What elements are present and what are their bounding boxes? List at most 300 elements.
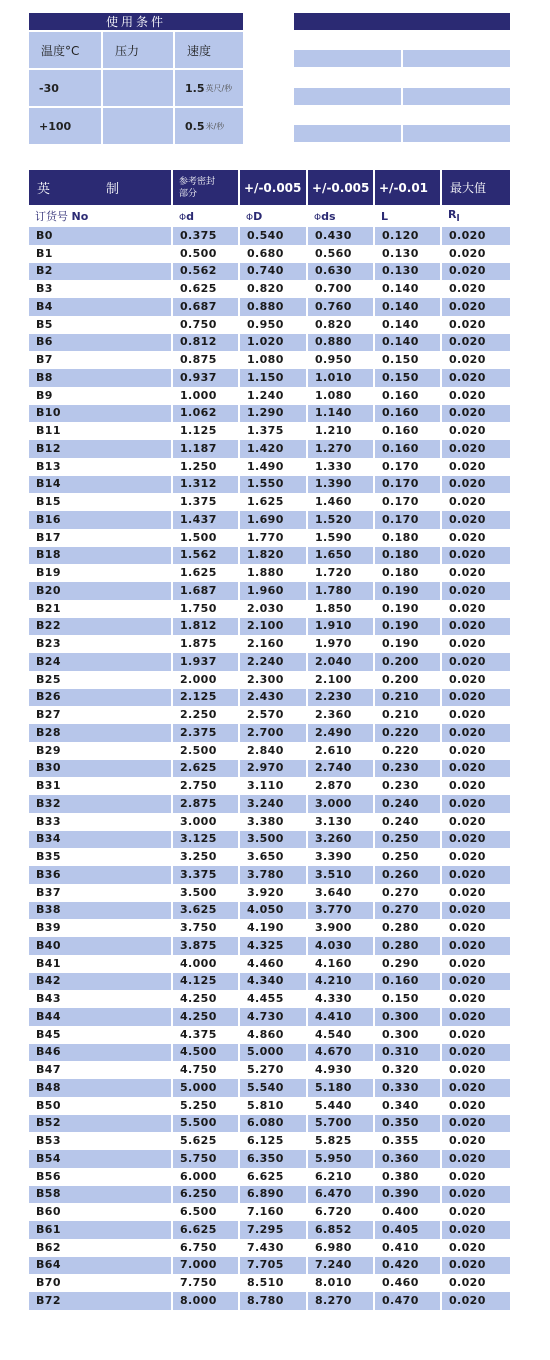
cell-R-max: 0.020 — [442, 298, 510, 316]
table-row — [29, 742, 510, 760]
table-row — [29, 884, 510, 902]
table-row — [29, 298, 510, 316]
cell-phi-D: 1.550 — [240, 476, 308, 494]
decorative-cell — [294, 50, 401, 67]
table-row — [29, 245, 510, 263]
cell-phi-D: 1.080 — [240, 351, 308, 369]
cell-L: 0.170 — [375, 476, 442, 494]
subheader-phi-ds — [308, 205, 375, 227]
cell-phi-D: 6.350 — [240, 1150, 308, 1168]
cell-R-max: 0.020 — [442, 795, 510, 813]
cell-R-max: 0.020 — [442, 689, 510, 707]
cell-phi-d: 1.750 — [173, 600, 240, 618]
subheader-L: L — [381, 209, 389, 223]
table-row — [29, 635, 510, 653]
cell-order-no: B17 — [29, 529, 173, 547]
table-row — [29, 724, 510, 742]
table-row — [29, 1132, 510, 1150]
cell-L: 0.160 — [375, 440, 442, 458]
table-row — [29, 369, 510, 387]
table-row — [29, 706, 510, 724]
cell-order-no: B1 — [29, 245, 173, 263]
cell-L: 0.400 — [375, 1203, 442, 1221]
table-row — [29, 1292, 510, 1310]
cell-phi-D: 4.190 — [240, 919, 308, 937]
cell-R-max: 0.020 — [442, 866, 510, 884]
cell-order-no: B48 — [29, 1079, 173, 1097]
cell-R-max: 0.020 — [442, 511, 510, 529]
cell-phi-ds: 3.390 — [308, 848, 375, 866]
table-row — [29, 919, 510, 937]
cell-order-no: B52 — [29, 1115, 173, 1133]
cell-phi-d: 5.625 — [173, 1132, 240, 1150]
cell-order-no: B46 — [29, 1044, 173, 1062]
cell-phi-d: 2.125 — [173, 689, 240, 707]
cell-L: 0.240 — [375, 795, 442, 813]
cell-L: 0.180 — [375, 547, 442, 565]
decorative-cell — [403, 125, 510, 142]
cell-order-no: B25 — [29, 671, 173, 689]
cell-phi-d: 1.312 — [173, 476, 240, 494]
cell-L: 0.120 — [375, 227, 442, 245]
cell-R-max: 0.020 — [442, 1186, 510, 1204]
cell-phi-D: 5.270 — [240, 1061, 308, 1079]
table-row — [29, 334, 510, 352]
cell-phi-D: 1.290 — [240, 405, 308, 423]
header-imperial-a: 英 — [37, 182, 51, 197]
cell-phi-D: 0.680 — [240, 245, 308, 263]
conditions-speed-imperial — [175, 70, 243, 106]
cell-phi-d: 5.500 — [173, 1115, 240, 1133]
label-R-sub: l — [456, 213, 460, 225]
cell-phi-D: 1.240 — [240, 387, 308, 405]
cell-phi-D: 3.380 — [240, 813, 308, 831]
cell-phi-d: 5.750 — [173, 1150, 240, 1168]
cell-phi-ds: 2.360 — [308, 706, 375, 724]
cell-phi-D: 4.325 — [240, 937, 308, 955]
cell-phi-d: 7.000 — [173, 1257, 240, 1275]
cell-phi-ds: 0.820 — [308, 316, 375, 334]
table-row — [29, 387, 510, 405]
table-row — [29, 1079, 510, 1097]
table-row — [29, 1203, 510, 1221]
cell-phi-d: 0.500 — [173, 245, 240, 263]
cell-phi-D: 5.000 — [240, 1044, 308, 1062]
cell-order-no: B64 — [29, 1257, 173, 1275]
cell-phi-d: 0.562 — [173, 263, 240, 281]
table-row — [29, 1150, 510, 1168]
cell-phi-D: 2.430 — [240, 689, 308, 707]
cell-order-no: B44 — [29, 1008, 173, 1026]
label-d: d — [186, 209, 194, 223]
cell-R-max: 0.020 — [442, 937, 510, 955]
conditions-temp-high: +100 — [29, 108, 101, 144]
cell-order-no: B15 — [29, 493, 173, 511]
conditions-speed-metric — [175, 108, 243, 144]
cell-phi-ds: 6.210 — [308, 1168, 375, 1186]
cell-phi-ds: 6.470 — [308, 1186, 375, 1204]
cell-phi-d: 2.750 — [173, 777, 240, 795]
cell-phi-D: 2.030 — [240, 600, 308, 618]
table-row — [29, 618, 510, 636]
cell-phi-D: 1.820 — [240, 547, 308, 565]
table-row — [29, 1044, 510, 1062]
cell-R-max: 0.020 — [442, 405, 510, 423]
table-row — [29, 777, 510, 795]
cell-R-max: 0.020 — [442, 635, 510, 653]
table-header-row — [29, 170, 510, 205]
cell-R-max: 0.020 — [442, 742, 510, 760]
cell-L: 0.340 — [375, 1097, 442, 1115]
cell-order-no: B4 — [29, 298, 173, 316]
cell-phi-D: 1.880 — [240, 564, 308, 582]
cell-phi-d: 1.062 — [173, 405, 240, 423]
cell-phi-D: 2.160 — [240, 635, 308, 653]
cell-L: 0.355 — [375, 1132, 442, 1150]
cell-L: 0.320 — [375, 1061, 442, 1079]
cell-R-max: 0.020 — [442, 564, 510, 582]
cell-L: 0.150 — [375, 351, 442, 369]
speed-value: 0.5 — [185, 119, 205, 133]
cell-phi-D: 3.920 — [240, 884, 308, 902]
cell-order-no: B2 — [29, 263, 173, 281]
cell-L: 0.280 — [375, 937, 442, 955]
cell-order-no: B70 — [29, 1274, 173, 1292]
cell-order-no: B29 — [29, 742, 173, 760]
cell-phi-D: 2.240 — [240, 653, 308, 671]
cell-phi-D: 1.960 — [240, 582, 308, 600]
cell-L: 0.230 — [375, 760, 442, 778]
cell-phi-d: 4.375 — [173, 1026, 240, 1044]
cell-R-max: 0.020 — [442, 582, 510, 600]
table-body — [29, 227, 510, 1310]
cell-phi-d: 3.625 — [173, 902, 240, 920]
cell-order-no: B26 — [29, 689, 173, 707]
cell-order-no: B62 — [29, 1239, 173, 1257]
cell-phi-ds: 4.030 — [308, 937, 375, 955]
table-row — [29, 351, 510, 369]
cell-phi-D: 2.970 — [240, 760, 308, 778]
header-tolerance-ds: +/-0.005 — [308, 170, 375, 205]
decorative-header-bar — [294, 13, 510, 30]
cell-phi-d: 1.875 — [173, 635, 240, 653]
decorative-cell — [294, 88, 401, 105]
cell-phi-ds: 0.760 — [308, 298, 375, 316]
cell-phi-d: 0.875 — [173, 351, 240, 369]
order-no-en: No — [71, 210, 89, 223]
cell-phi-ds: 1.330 — [308, 458, 375, 476]
cell-order-no: B11 — [29, 422, 173, 440]
cell-R-max: 0.020 — [442, 1221, 510, 1239]
cell-R-max: 0.020 — [442, 973, 510, 991]
table-row — [29, 760, 510, 778]
cell-phi-d: 5.000 — [173, 1079, 240, 1097]
speed-unit: 英尺/秒 — [205, 83, 233, 93]
cell-R-max: 0.020 — [442, 1203, 510, 1221]
table-row — [29, 440, 510, 458]
header-reference-seal — [173, 170, 240, 205]
cell-phi-ds: 3.130 — [308, 813, 375, 831]
cell-R-max: 0.020 — [442, 955, 510, 973]
cell-L: 0.390 — [375, 1186, 442, 1204]
cell-L: 0.470 — [375, 1292, 442, 1310]
cell-R-max: 0.020 — [442, 263, 510, 281]
cell-phi-D: 4.340 — [240, 973, 308, 991]
cell-L: 0.250 — [375, 831, 442, 849]
table-row — [29, 1061, 510, 1079]
cell-phi-D: 1.420 — [240, 440, 308, 458]
cell-phi-ds: 4.930 — [308, 1061, 375, 1079]
cell-phi-ds: 0.430 — [308, 227, 375, 245]
table-row — [29, 973, 510, 991]
cell-phi-ds: 0.630 — [308, 263, 375, 281]
cell-R-max: 0.020 — [442, 529, 510, 547]
cell-L: 0.160 — [375, 387, 442, 405]
phi-symbol: Φ — [314, 212, 322, 223]
cell-phi-d: 1.187 — [173, 440, 240, 458]
cell-phi-ds: 5.950 — [308, 1150, 375, 1168]
cell-L: 0.210 — [375, 706, 442, 724]
conditions-header-pressure: 压力 — [103, 32, 173, 68]
table-row — [29, 831, 510, 849]
cell-phi-ds: 4.670 — [308, 1044, 375, 1062]
cell-phi-d: 4.250 — [173, 1008, 240, 1026]
cell-R-max: 0.020 — [442, 1079, 510, 1097]
cell-phi-ds: 4.210 — [308, 973, 375, 991]
cell-phi-d: 6.500 — [173, 1203, 240, 1221]
decorative-cell — [403, 50, 510, 67]
cell-phi-d: 0.937 — [173, 369, 240, 387]
cell-order-no: B3 — [29, 280, 173, 298]
cell-R-max: 0.020 — [442, 245, 510, 263]
cell-phi-ds: 2.740 — [308, 760, 375, 778]
cell-order-no: B8 — [29, 369, 173, 387]
cell-phi-d: 3.750 — [173, 919, 240, 937]
cell-phi-d: 2.375 — [173, 724, 240, 742]
cell-phi-ds: 3.770 — [308, 902, 375, 920]
cell-phi-d: 6.750 — [173, 1239, 240, 1257]
header-tolerance-d: +/-0.005 — [240, 170, 308, 205]
table-row — [29, 937, 510, 955]
cell-phi-ds: 7.240 — [308, 1257, 375, 1275]
cell-L: 0.200 — [375, 653, 442, 671]
table-row — [29, 848, 510, 866]
table-row — [29, 795, 510, 813]
cell-R-max: 0.020 — [442, 902, 510, 920]
table-row — [29, 316, 510, 334]
cell-phi-d: 3.500 — [173, 884, 240, 902]
cell-phi-d: 3.875 — [173, 937, 240, 955]
cell-R-max: 0.020 — [442, 1132, 510, 1150]
cell-phi-D: 7.705 — [240, 1257, 308, 1275]
table-row — [29, 1186, 510, 1204]
cell-L: 0.270 — [375, 884, 442, 902]
cell-phi-ds: 3.260 — [308, 831, 375, 849]
cell-phi-d: 8.000 — [173, 1292, 240, 1310]
conditions-header-temp: 温度°C — [29, 32, 101, 68]
cell-phi-d: 1.687 — [173, 582, 240, 600]
cell-phi-ds: 0.700 — [308, 280, 375, 298]
cell-order-no: B7 — [29, 351, 173, 369]
cell-phi-d: 2.000 — [173, 671, 240, 689]
conditions-pressure-cell — [103, 70, 173, 106]
cell-R-max: 0.020 — [442, 1097, 510, 1115]
cell-phi-d: 6.250 — [173, 1186, 240, 1204]
cell-L: 0.190 — [375, 600, 442, 618]
cell-L: 0.130 — [375, 245, 442, 263]
cell-phi-D: 6.080 — [240, 1115, 308, 1133]
cell-phi-ds: 5.700 — [308, 1115, 375, 1133]
cell-R-max: 0.020 — [442, 1257, 510, 1275]
header-imperial — [29, 170, 173, 205]
cell-order-no: B60 — [29, 1203, 173, 1221]
cell-phi-d: 0.750 — [173, 316, 240, 334]
cell-order-no: B16 — [29, 511, 173, 529]
cell-L: 0.380 — [375, 1168, 442, 1186]
cell-phi-D: 5.810 — [240, 1097, 308, 1115]
cell-phi-D: 1.490 — [240, 458, 308, 476]
cell-phi-ds: 1.590 — [308, 529, 375, 547]
cell-phi-d: 7.750 — [173, 1274, 240, 1292]
cell-phi-ds: 5.440 — [308, 1097, 375, 1115]
cell-L: 0.190 — [375, 582, 442, 600]
table-row — [29, 263, 510, 281]
cell-L: 0.200 — [375, 671, 442, 689]
subheader-phi-d — [173, 205, 240, 227]
cell-phi-D: 3.780 — [240, 866, 308, 884]
table-row — [29, 1168, 510, 1186]
table-row — [29, 653, 510, 671]
table-row — [29, 529, 510, 547]
conditions-pressure-cell — [103, 108, 173, 144]
cell-R-max: 0.020 — [442, 884, 510, 902]
cell-R-max: 0.020 — [442, 422, 510, 440]
cell-L: 0.220 — [375, 742, 442, 760]
cell-L: 0.460 — [375, 1274, 442, 1292]
cell-phi-ds: 4.330 — [308, 990, 375, 1008]
cell-order-no: B21 — [29, 600, 173, 618]
label-D: D — [253, 209, 263, 223]
cell-phi-d: 1.500 — [173, 529, 240, 547]
cell-order-no: B54 — [29, 1150, 173, 1168]
table-row — [29, 671, 510, 689]
cell-order-no: B31 — [29, 777, 173, 795]
label-ds: ds — [321, 209, 336, 223]
cell-order-no: B39 — [29, 919, 173, 937]
cell-phi-d: 6.625 — [173, 1221, 240, 1239]
table-row — [29, 476, 510, 494]
cell-order-no: B27 — [29, 706, 173, 724]
cell-phi-d: 3.125 — [173, 831, 240, 849]
table-row — [29, 1008, 510, 1026]
table-row — [29, 547, 510, 565]
cell-phi-ds: 2.100 — [308, 671, 375, 689]
cell-R-max: 0.020 — [442, 831, 510, 849]
cell-phi-ds: 2.230 — [308, 689, 375, 707]
cell-phi-D: 1.150 — [240, 369, 308, 387]
cell-phi-D: 2.300 — [240, 671, 308, 689]
table-row — [29, 902, 510, 920]
table-row — [29, 1026, 510, 1044]
table-row — [29, 422, 510, 440]
cell-L: 0.420 — [375, 1257, 442, 1275]
cell-R-max: 0.020 — [442, 1168, 510, 1186]
cell-phi-D: 1.020 — [240, 334, 308, 352]
cell-phi-D: 7.430 — [240, 1239, 308, 1257]
cell-L: 0.190 — [375, 635, 442, 653]
cell-phi-ds: 3.640 — [308, 884, 375, 902]
cell-phi-D: 6.625 — [240, 1168, 308, 1186]
cell-L: 0.160 — [375, 422, 442, 440]
cell-phi-D: 6.890 — [240, 1186, 308, 1204]
cell-L: 0.180 — [375, 529, 442, 547]
cell-phi-ds: 1.850 — [308, 600, 375, 618]
cell-order-no: B24 — [29, 653, 173, 671]
cell-R-max: 0.020 — [442, 334, 510, 352]
cell-L: 0.140 — [375, 334, 442, 352]
cell-R-max: 0.020 — [442, 706, 510, 724]
cell-order-no: B6 — [29, 334, 173, 352]
cell-phi-D: 8.780 — [240, 1292, 308, 1310]
table-row — [29, 458, 510, 476]
cell-phi-d: 3.375 — [173, 866, 240, 884]
cell-order-no: B13 — [29, 458, 173, 476]
cell-phi-d: 0.812 — [173, 334, 240, 352]
cell-phi-d: 2.625 — [173, 760, 240, 778]
cell-L: 0.260 — [375, 866, 442, 884]
table-row — [29, 990, 510, 1008]
cell-order-no: B35 — [29, 848, 173, 866]
cell-order-no: B32 — [29, 795, 173, 813]
cell-order-no: B14 — [29, 476, 173, 494]
cell-L: 0.410 — [375, 1239, 442, 1257]
cell-phi-ds: 1.390 — [308, 476, 375, 494]
speed-value: 1.5 — [185, 81, 205, 95]
cell-phi-D: 0.540 — [240, 227, 308, 245]
cell-phi-ds: 8.270 — [308, 1292, 375, 1310]
cell-phi-ds: 3.900 — [308, 919, 375, 937]
cell-L: 0.170 — [375, 458, 442, 476]
cell-phi-D: 3.110 — [240, 777, 308, 795]
table-row — [29, 600, 510, 618]
cell-phi-D: 1.690 — [240, 511, 308, 529]
conditions-temp-low: -30 — [29, 70, 101, 106]
phi-symbol: Φ — [246, 212, 254, 223]
cell-phi-d: 1.000 — [173, 387, 240, 405]
cell-order-no: B40 — [29, 937, 173, 955]
cell-L: 0.160 — [375, 405, 442, 423]
table-row — [29, 493, 510, 511]
cell-R-max: 0.020 — [442, 1008, 510, 1026]
cell-order-no: B18 — [29, 547, 173, 565]
cell-phi-D: 4.860 — [240, 1026, 308, 1044]
cell-phi-ds: 4.410 — [308, 1008, 375, 1026]
cell-L: 0.300 — [375, 1026, 442, 1044]
cell-order-no: B36 — [29, 866, 173, 884]
cell-order-no: B42 — [29, 973, 173, 991]
order-no-cn: 订货号 — [35, 210, 68, 223]
cell-L: 0.280 — [375, 919, 442, 937]
cell-R-max: 0.020 — [442, 653, 510, 671]
cell-R-max: 0.020 — [442, 280, 510, 298]
subheader-phi-D — [240, 205, 308, 227]
table-row — [29, 813, 510, 831]
cell-L: 0.405 — [375, 1221, 442, 1239]
cell-R-max: 0.020 — [442, 1044, 510, 1062]
cell-phi-D: 3.500 — [240, 831, 308, 849]
cell-phi-D: 0.880 — [240, 298, 308, 316]
cell-R-max: 0.020 — [442, 387, 510, 405]
